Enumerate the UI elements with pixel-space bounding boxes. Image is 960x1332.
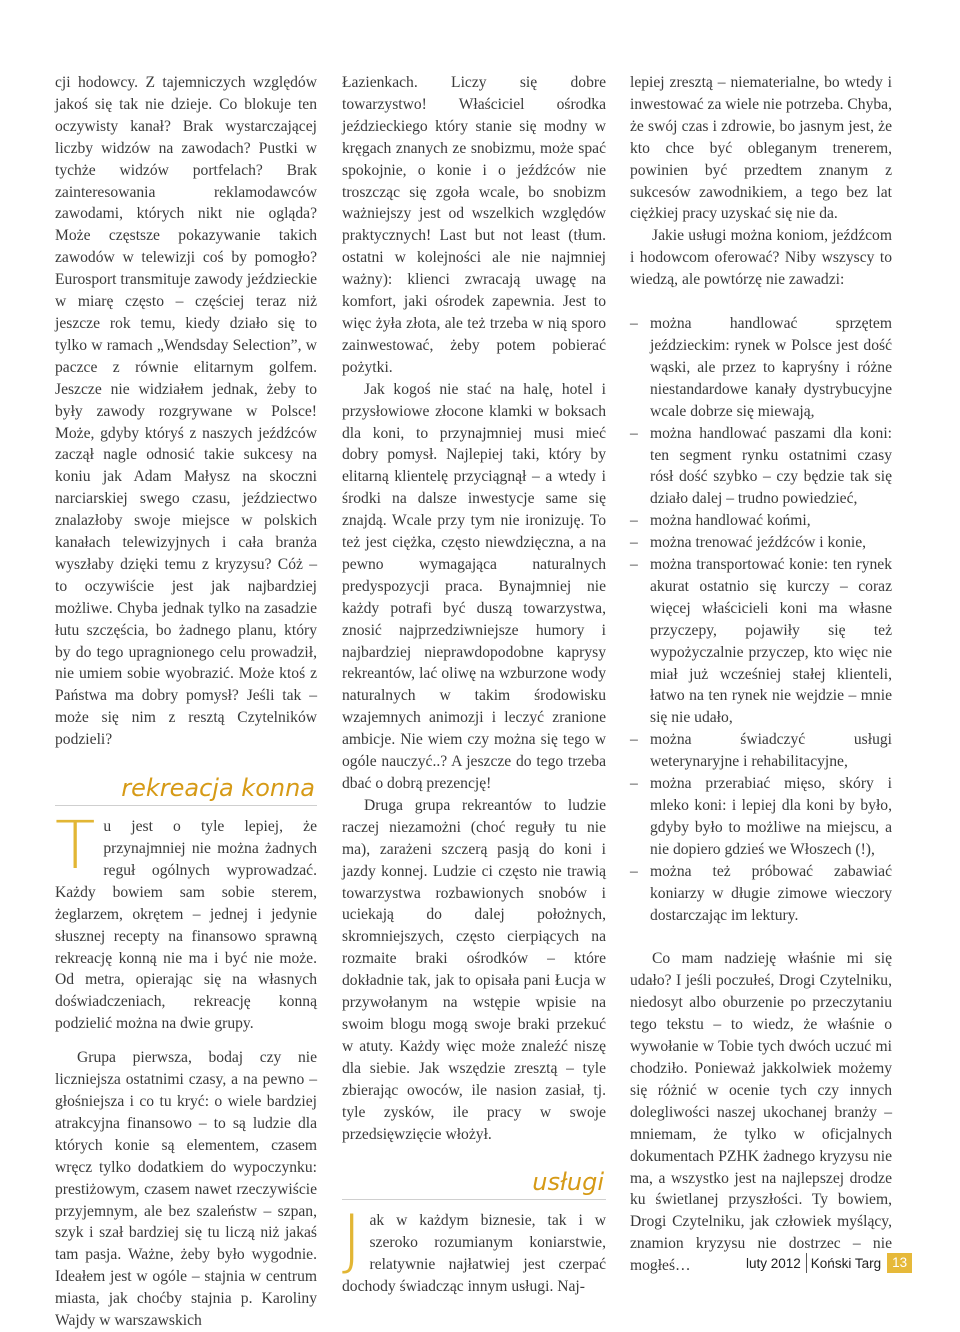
- paragraph: Jakie usługi można koniom, jeźdźcom i hodowcom oferować? Niby wszyscy to wiedzą, ale powtórzę nie zawadzi:: [630, 227, 892, 289]
- page-number: 13: [887, 1253, 912, 1273]
- heading-rule: [342, 1199, 606, 1200]
- paragraph: Druga grupa rekreantów to ludzie raczej niezamożni (choć reguły tu nie ma), zarażeni szczerą pasją do koni i jazdy konnej. Ludzie ci często nie trawią towarzystwa rozbawionych snobów i uciekają do dalej położnych, skromniejszych, często cierpiących na rozmaite braki ośrodków – które dokładnie tak, jak to opisała pani Łucja w przywołanym na wstępie wpisie na swoim blogu mogą swoje braki przekuć w atuty. Każdy więc może znaleźć niszę dla siebie. Jak wszędzie zresztą – tyle zbierając owoców, ile nasion zasiał, tj. tyle zysków, ile pracy w swoje przedsięwzięcie włożył.: [342, 796, 606, 1143]
- issue-date: luty 2012: [746, 1255, 801, 1271]
- section-heading-wrap: [55, 773, 317, 803]
- paragraph: cji hodowcy. Z tajemniczych względów jakoś się tak nie dzieje. Co blokuje ten oczywisty kanał? Brak wystarczającej liczby widzów na zawodach? Pustki w tychże widzów portfelach? Brak zainteresowania reklamodawców zawodami, których nikt nie ogląda? Może częstsze pokazywanie takich zawodów w telewizji coś by pomogło? Eurosport transmituje zawody jeździeckie w miarę często – częściej teraz niż jeszcze rok temu, kiedy działo się to tylko w ramach „Wendsday Selection”, w paczce z równie elitarnym golfem. Jeszcze nie widziałem jednak, żeby to były zawody rozgrywane w Polsce! Może, gdyby któryś z naszych jeźdźców zaczął nagle odnosić takie sukcesy na koniu jak Adam Małysz na skoczni narciarskiej swego czasu, jeździectwo znalazłoby swoje miejsce w polskich kanałach telewizyjnych i cała branża wyszłaby dzięki temu z kryzysu? Cóż – to oczywiście jest jak najbardziej możliwe. Chyba jednak tylko na zasadzie łutu szczęścia, bo żadnego planu, który by do tego upragnionego celu prowadził, nie umiem sobie wyobrazić. Może ktoś z Państwa ma dobry pomysł? Jeśli tak – może się nim z resztą Czytelników podzieli?: [55, 74, 317, 749]
- paragraph: Łazienkach. Liczy się dobre towarzystwo! Właściciel ośrodka jeździeckiego który stanie się modny w kręgach znanych ze snobizmu, może spać spokojnie, o konie i o jeźdźców nie troszcząc się zgoła wcale, bo snobizm ważniejszy jest od wszelkich względów praktycznych! Last but not least (tłum. ostatni w kolejności ale nie najmniej ważny): klienci zwracają uwagę na komfort, jaki ośrodek zapewnia. Jest to więc żyła złota, ale też trzeba w nią sporo zainwestować, żeby potem pobierać pożytki.: [342, 74, 606, 376]
- list-item: – można świadczyć usługi weterynaryjne i rehabilitacyjne,: [630, 729, 892, 773]
- column-3: [630, 72, 892, 1277]
- paragraph: Jak kogoś nie stać na halę, hotel i przysłowiowe złocone klamki w boksach dla koni, to przynajmniej musi mieć dobry pomysł. Najlepiej taki, który by elitarną klientelę przyciągnął – a wtedy i środki na dalsze inwestycje same się znajdą. Wcale przy tym nie ironizuję. To też jest ciężka, często niewdzięczna, a na pewno wymagająca naturalnych predyspozycji praca. Bynajmniej nie każdy potrafi być duszą towarzystwa, znosić najprzedziwniejsze humory i najbardziej nieprawdopodobne kaprysy rekreantów, lać oliwę na wzburzone wody naturalnych w takim środowisku wzajemnych animozji i leczyć zranione ambicje. Nie wiem czy można się tego w ogóle nauczyć..? A jeszcze do tego trzeba dbać o dobrą prezencję!: [342, 380, 606, 792]
- list-item: – można transportować konie: ten rynek akurat ostatnio się kurczy – coraz więcej właścicieli koni ma własne przyczepy, pojawiły się też wypożyczalnie przyczep, kto więc nie miał już wcześniej stałej klienteli, łatwo na ten rynek nie wejdzie – mnie się nie udało,: [630, 554, 892, 729]
- lead-paragraph: Tu jest o tyle lepiej, że przynajmniej nie można żadnych reguł ogólnych wyprowadzać. Każdy bowiem sam sobie sterem, żeglarzem, okrętem – jednej i jedynie słusznej recepty na finansowo sprawną rekreację konną nie ma i być nie może. Od metra, opierając się na własnych doświadczeniach, rekreację konną podzielić można na dwie grupy.: [55, 807, 317, 1033]
- section-heading-wrap: [342, 1167, 606, 1197]
- page-footer: [746, 1253, 912, 1273]
- section-heading-rekreacja: rekreacja konna: [121, 774, 315, 803]
- list-item: – można przerabiać mięso, skóry i mleko koni: i lepiej dla koni by było, gdyby było to możliwe na miejscu, a nie dopiero gdzieś we Włoszech (!),: [630, 773, 892, 861]
- heading-rule: [55, 805, 317, 806]
- list-item: – można handlować końmi,: [630, 510, 892, 532]
- lead-paragraph: Jak w każdym biznesie, tak i w szeroko rozumianym koniarstwie, relatywnie najłatwiej jest czerpać dochody świadcząc innym usługi. Naj-: [342, 1201, 606, 1296]
- paragraph: lepiej zresztą – niematerialne, bo wtedy i inwestować za wiele nie potrzeba. Chyba, że swój czas i zdrowie, bo jasnym jest, że kto chce być obleganym trenerem, powinien być przedtem znanym z sukcesów zawodnikiem, a tego bez lat ciężkiej pracy uzyskać się nie da.: [630, 74, 892, 223]
- list-item: – można też próbować zabawiać koniarzy w długie zimowe wieczory dostarczając im lektury.: [630, 861, 892, 927]
- list-item: – można trenować jeźdźców i konie,: [630, 532, 892, 554]
- column-1: [55, 72, 317, 1332]
- section-heading-uslugi: usługi: [532, 1168, 604, 1197]
- list-item: – można handlować sprzętem jeździeckim: rynek w Polsce jest dość wąski, ale przez to kapryśny i różne niestandardowe kanały dystrybucyjne wcale dobrze się miewają,: [630, 313, 892, 423]
- list-item: – można handlować paszami dla koni: ten segment rynku ostatnimi czasy rósł dość szybko – czy będzie tak się działo dalej – trudno powiedzieć,: [630, 423, 892, 511]
- paragraph: Grupa pierwsza, bodaj czy nie liczniejsza ostatnimi czasy, a na pewno – głośniejsza i co tu kryć: o wiele bardziej atrakcyjna finansowo – to są ludzie dla których konie są elementem, czasem wręcz tylko dodatkiem do wypoczynku: prestiżowym, czasem nawet rzeczywiście przyjemnym, ale bez szaleństw – szpan, szyk i szał bardziej się tu liczą niż jakaś tam pasja. Ważne, żeby było wygodnie. Ideałem jest w ogóle – stajnia w centrum miasta, jak choćby stajnia p. Karoliny Wajdy w warszawskich: [55, 1049, 317, 1330]
- magazine-name: Koński Targ: [810, 1255, 882, 1271]
- column-2: [342, 72, 606, 1298]
- services-list: [630, 313, 892, 926]
- paragraph: Co mam nadzieję właśnie mi się udało? I jeśli poczułeś, Drogi Czytelniku, niedosyt albo oburzenie po przeczytaniu tego tekstu – to wiedz, że właśnie o wywołanie w Tobie tych dwóch uczuć mi chodziło. Ponieważ jakkolwiek możemy się różnić w ocenie tych czy innych dolegliwości naszej ukochanej branży – mniemam, że tylko w oficjalnych dokumentach PZHK żadnego kryzysu nie ma, a wszystko jest na najlepszej drodze ku świetlanej przyszłości. Ty bowiem, Drogi Czytelniku, jak człowiek myślący, znamion kryzysu nie dostrzec – nie mogłeś…: [630, 950, 892, 1275]
